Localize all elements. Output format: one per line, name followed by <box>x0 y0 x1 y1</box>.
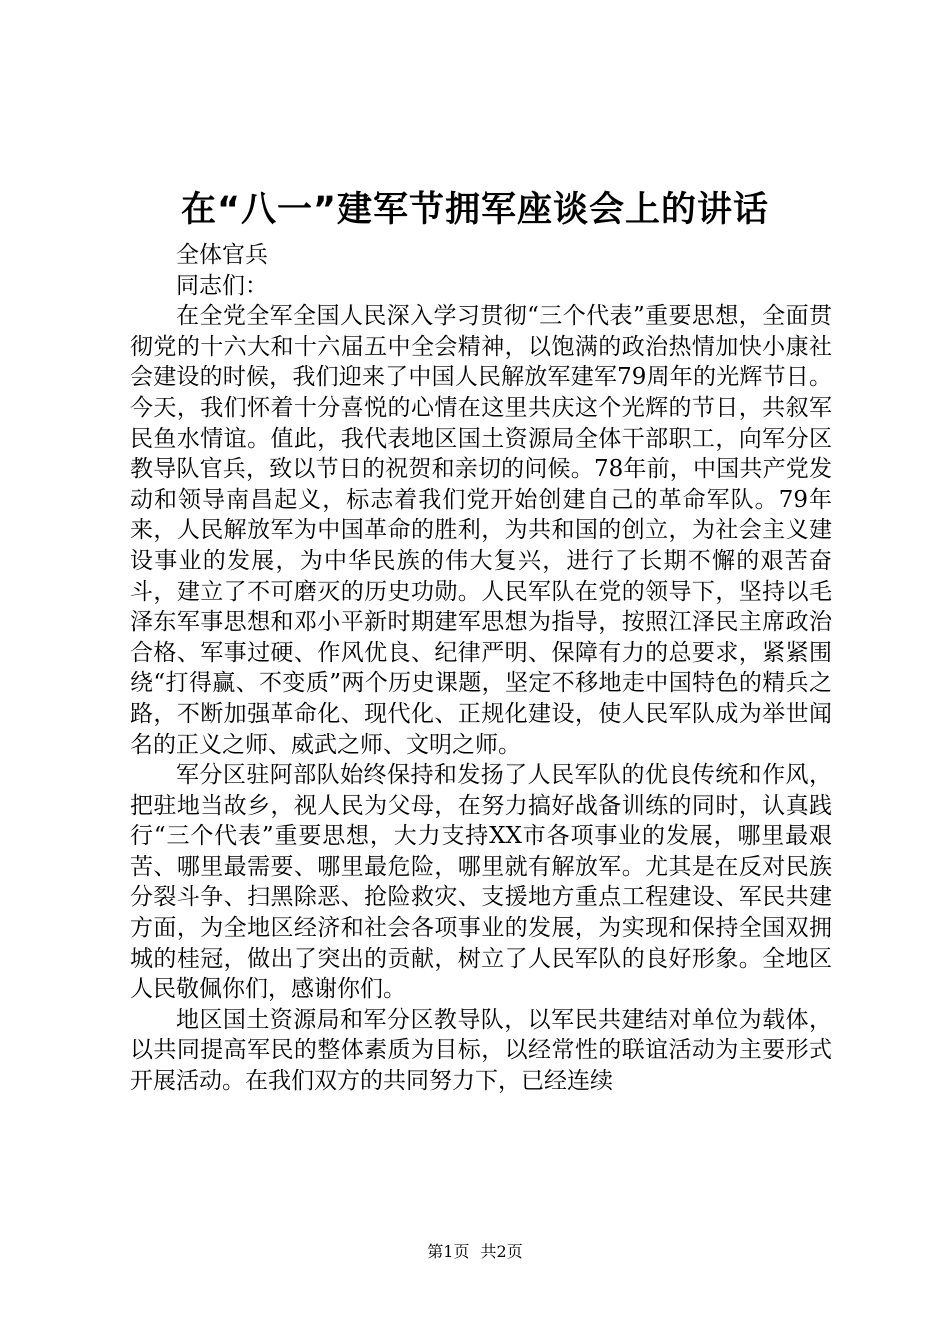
document-title: 在“八一”建军节拥军座谈会上的讲话 <box>180 190 769 230</box>
body-paragraph: 军分区驻阿部队始终保持和发扬了人民军队的优良传统和作风，把驻地当故乡，视人民为父母，在努力搞好战备训练的同时，认真践行“三个代表”重要思想，大力支持XX市各项事业的发展，哪里最艰苦、哪里最需要、哪里最危险，哪里就有解放军。尤其是在反对民族分裂斗争、扫黑除恶、抢险救灾、支援地方重点工程建设、军民共建方面，为全地区经济和社会各项事业的发展，为实现和保持全国双拥城的桂冠，做出了突出的贡献，树立了人民军队的良好形象。全地区人民敬佩你们，感谢你们。 <box>130 762 832 1003</box>
body-paragraph: 在全党全军全国人民深入学习贯彻“三个代表”重要思想，全面贯彻党的十六大和十六届五中全会精神，以饱满的政治热情加快小康社会建设的时候，我们迎来了中国人民解放军建军79周年的光辉节日。今天，我们怀着十分喜悦的心情在这里共庆这个光辉的节日，共叙军民鱼水情谊。值此，我代表地区国土资源局全体干部职工，向军分区教导队官兵，致以节日的祝贺和亲切的问候。78年前，中国共产党发动和领导南昌起义，标志着我们党开始创建自己的革命军队。79年来，人民解放军为中国革命的胜利，为共和国的创立，为社会主义建设事业的发展，为中华民族的伟大复兴，进行了长期不懈的艰苦奋斗，建立了不可磨灭的历史功勋。人民军队在党的领导下，坚持以毛泽东军事思想和邓小平新时期建军思想为指导，按照江泽民主席政治合格、军事过硬、作风优良、纪律严明、保障有力的总要求，紧紧围绕“打得赢、不变质”两个历史课题，坚定不移地走中国特色的精兵之路，不断加强革命化、现代化、正规化建设，使人民军队成为举世闻名的正义之师、威武之师、文明之师。 <box>130 303 832 758</box>
page-total: 共2页 <box>480 1242 523 1261</box>
page-footer <box>0 1242 950 1262</box>
salutation-line: 同志们： <box>176 272 268 299</box>
salutation-line: 全体官兵 <box>176 242 268 268</box>
document-body <box>130 240 832 1097</box>
body-paragraph: 地区国土资源局和军分区教导队，以军民共建结对单位为载体，以共同提高军民的整体素质为目标，以经常性的联谊活动为主要形式开展活动。在我们双方的共同努力下，已经连续 <box>130 1006 832 1095</box>
page-number: 第1页 <box>427 1242 470 1261</box>
